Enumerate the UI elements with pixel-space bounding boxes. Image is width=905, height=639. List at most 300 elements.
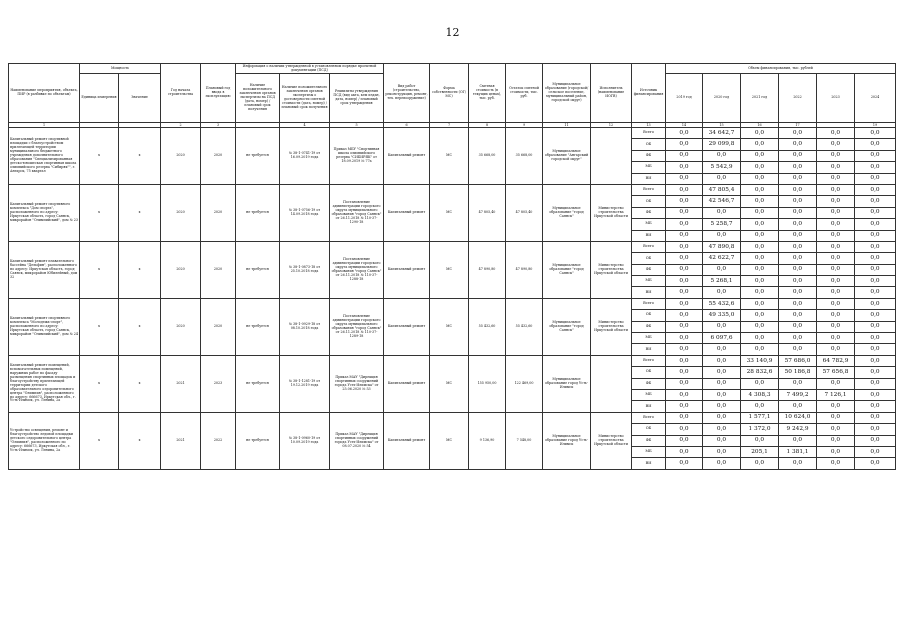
column-index-cell: 17 — [779, 123, 817, 128]
executor: Министерство строительства Иркутской области — [591, 412, 632, 469]
table-row — [9, 184, 896, 195]
funding-value: 34 642,7 — [703, 128, 741, 139]
funding-value: 0,0 — [703, 367, 741, 378]
funding-value: 0,0 — [779, 150, 817, 161]
column-index-cell: 1 — [9, 123, 80, 128]
source-label: МБ — [632, 333, 666, 344]
funding-value: 0,0 — [855, 184, 896, 195]
expertise: не требуется — [236, 298, 280, 355]
table-row — [9, 355, 896, 366]
work-type: Капитальный ремонт — [384, 298, 430, 355]
reliability: № 38-1-0960-19 от 10.09.2019 года — [280, 412, 330, 469]
executor — [591, 355, 632, 412]
funding-value: 0,0 — [817, 139, 855, 150]
table-row — [9, 128, 896, 139]
remaining: 55 432,60 — [506, 298, 543, 355]
funding-value: 0,0 — [855, 310, 896, 321]
funding-value: 0,0 — [817, 310, 855, 321]
column-index-cell: 11 — [543, 123, 591, 128]
funding-value: 0,0 — [817, 446, 855, 457]
funding-value: 0,0 — [666, 401, 703, 412]
funding-value: 1 577,1 — [741, 412, 779, 423]
funding-value: 0,0 — [855, 162, 896, 173]
funding-value: 0,0 — [666, 264, 703, 275]
funding-value: 0,0 — [855, 219, 896, 230]
source-label: МБ — [632, 446, 666, 457]
header-reliability: Наличие положительного заключения органов экспертизы о достоверности сметной стоимости (дата, номер) / плановый срок получения — [280, 74, 330, 123]
funding-value: 0,0 — [741, 162, 779, 173]
header-sources: Источник финансирования — [632, 64, 666, 123]
column-index-cell: 4 — [280, 123, 330, 128]
funding-value: 0,0 — [779, 310, 817, 321]
header-year: 2024 — [855, 74, 896, 123]
funding-value: 0,0 — [703, 264, 741, 275]
build-year: 2021 — [161, 412, 201, 469]
funding-value: 5 542,9 — [703, 162, 741, 173]
build-year: 2020 — [161, 128, 201, 185]
funding-value: 0,0 — [855, 196, 896, 207]
funding-value: 42 546,7 — [703, 196, 741, 207]
funding-value: 0,0 — [855, 207, 896, 218]
funding-value: 0,0 — [779, 162, 817, 173]
funding-value: 50 186,8 — [779, 367, 817, 378]
funding-value: 0,0 — [817, 150, 855, 161]
source-label: Всего — [632, 241, 666, 252]
funding-value: 0,0 — [817, 321, 855, 332]
funding-value: 0,0 — [855, 321, 896, 332]
funding-value: 10 624,0 — [779, 412, 817, 423]
funding-value: 49 335,0 — [703, 310, 741, 321]
funding-value: 0,0 — [666, 173, 703, 184]
funding-value: 0,0 — [666, 458, 703, 469]
source-label: МБ — [632, 162, 666, 173]
funding-value: 0,0 — [741, 378, 779, 389]
column-index-cell: 19 — [855, 123, 896, 128]
funding-value: 0,0 — [855, 139, 896, 150]
funding-value: 205,1 — [741, 446, 779, 457]
funding-value: 0,0 — [666, 287, 703, 298]
funding-value: 0,0 — [703, 173, 741, 184]
funding-value: 0,0 — [666, 196, 703, 207]
source-label: ОБ — [632, 310, 666, 321]
capacity-unit: x — [80, 355, 119, 412]
funding-value: 47 805,4 — [703, 184, 741, 195]
funding-value: 0,0 — [703, 344, 741, 355]
capacity-value: x — [119, 241, 161, 298]
funding-value: 0,0 — [741, 184, 779, 195]
source-label: Всего — [632, 412, 666, 423]
funding-value: 0,0 — [817, 230, 855, 241]
funding-value: 0,0 — [779, 264, 817, 275]
header-municipality: Муниципальное образование (городской/сельское поселение, муниципальный район, городской округ) — [543, 64, 591, 123]
source-label: Всего — [632, 355, 666, 366]
funding-value: 57 686,0 — [779, 355, 817, 366]
header-year: 2020 год — [703, 74, 741, 123]
funding-value: 0,0 — [741, 241, 779, 252]
funding-value: 0,0 — [855, 401, 896, 412]
source-label: ВИ — [632, 458, 666, 469]
funding-value: 0,0 — [741, 219, 779, 230]
funding-value: 0,0 — [666, 253, 703, 264]
source-label: МБ — [632, 276, 666, 287]
funding-value: 0,0 — [741, 230, 779, 241]
funding-value: 0,0 — [703, 287, 741, 298]
table-row — [9, 241, 896, 252]
source-label: ОБ — [632, 424, 666, 435]
plan-year: 2020 — [201, 184, 236, 241]
funding-value: 0,0 — [741, 207, 779, 218]
table-row — [9, 412, 896, 423]
ownership: МС — [430, 355, 469, 412]
funding-value: 0,0 — [779, 184, 817, 195]
funding-table — [8, 63, 896, 470]
estimate: 47 805,40 — [469, 184, 506, 241]
funding-value: 0,0 — [779, 401, 817, 412]
build-year: 2020 — [161, 298, 201, 355]
source-label: МБ — [632, 219, 666, 230]
header-year: 2023 — [817, 74, 855, 123]
object-name: Капитальный ремонт помещений, вспомогательных помещений, наружных работ по фасаду размещения спортивных площадок и благоустройству прилегающей территории детского образовательного оздоровительного центра "Олимпия", расположенного по адресу: 666673, Иркутская обл., г. Усть-Илимск, ул. Ленина, 2а — [9, 355, 80, 412]
funding-value: 0,0 — [855, 230, 896, 241]
plan-year: 2020 — [201, 241, 236, 298]
expertise: не требуется — [236, 412, 280, 469]
header-estimate: Сметная стоимость (в текущих ценах), тыс. руб. — [469, 64, 506, 123]
funding-value: 0,0 — [855, 264, 896, 275]
work-type: Капитальный ремонт — [384, 128, 430, 185]
funding-value: 47 890,8 — [703, 241, 741, 252]
funding-value: 6 097,6 — [703, 333, 741, 344]
funding-value: 0,0 — [666, 310, 703, 321]
reliability: № 38-1-1281-19 от 19.12.2019 года — [280, 355, 330, 412]
funding-value: 0,0 — [666, 367, 703, 378]
remaining: 47 890,80 — [506, 241, 543, 298]
approval: Постановление администрации городского округа муниципального образования "город Саянск" от 26.11.2018 № 110-37-1288-18 — [330, 241, 384, 298]
funding-value: 0,0 — [817, 344, 855, 355]
column-index-cell: 6 — [384, 123, 430, 128]
funding-value: 0,0 — [666, 128, 703, 139]
funding-value: 0,0 — [779, 253, 817, 264]
funding-value: 9 242,9 — [779, 424, 817, 435]
capacity-value: x — [119, 128, 161, 185]
funding-value: 0,0 — [666, 139, 703, 150]
funding-value: 0,0 — [703, 150, 741, 161]
funding-value: 0,0 — [779, 344, 817, 355]
object-name: Капитальный ремонт спортивного комплекса "Дом спорта", расположенного по адресу: Иркутская область, город Саянск, микрорайон "Олимпийский", дом № 23 — [9, 184, 80, 241]
estimate: 9 136,90 — [469, 412, 506, 469]
column-index-cell: 9 — [506, 123, 543, 128]
capacity-value: x — [119, 298, 161, 355]
funding-value: 0,0 — [741, 344, 779, 355]
expertise: не требуется — [236, 241, 280, 298]
funding-value: 0,0 — [741, 264, 779, 275]
work-type: Капитальный ремонт — [384, 355, 430, 412]
funding-value: 0,0 — [817, 298, 855, 309]
funding-value: 0,0 — [779, 241, 817, 252]
funding-value: 0,0 — [741, 333, 779, 344]
funding-value: 0,0 — [779, 276, 817, 287]
capacity-value: x — [119, 355, 161, 412]
funding-value: 0,0 — [855, 150, 896, 161]
header-remaining: Остаток сметной стоимости, тыс. руб. — [506, 64, 543, 123]
funding-value: 0,0 — [666, 378, 703, 389]
funding-value: 0,0 — [666, 162, 703, 173]
reliability: № 38-1-0929-18 от 08.10.2018 года — [280, 298, 330, 355]
funding-value: 0,0 — [817, 264, 855, 275]
funding-value: 0,0 — [666, 446, 703, 457]
header-expertise: Наличие положительного заключения органов экспертизы на ПСД (дата, номер) / плановый срок получения — [236, 74, 280, 123]
funding-value: 0,0 — [855, 287, 896, 298]
funding-value: 0,0 — [817, 184, 855, 195]
funding-value: 0,0 — [741, 401, 779, 412]
municipality: Муниципальное образование "город Саянск" — [543, 241, 591, 298]
funding-value: 0,0 — [666, 298, 703, 309]
column-index-cell: 3 — [201, 123, 236, 128]
object-name: Капитальный ремонт спортивного комплекса "Молодежь-спорт", расположенного по адресу: Иркутская область, город Саянск, микрорайон "Олимпийский", дом № 24 — [9, 298, 80, 355]
funding-value: 0,0 — [666, 241, 703, 252]
work-type: Капитальный ремонт — [384, 412, 430, 469]
funding-value: 0,0 — [855, 298, 896, 309]
funding-value: 0,0 — [741, 150, 779, 161]
source-label: ФБ — [632, 264, 666, 275]
work-type: Капитальный ремонт — [384, 241, 430, 298]
funding-value: 5 268,1 — [703, 276, 741, 287]
reliability: № 38-1-0873-18 от 25.10.2018 года — [280, 241, 330, 298]
funding-value: 0,0 — [817, 287, 855, 298]
plan-year: 2023 — [201, 355, 236, 412]
source-label: ОБ — [632, 139, 666, 150]
funding-value: 0,0 — [817, 401, 855, 412]
funding-value: 0,0 — [855, 333, 896, 344]
object-name: Капитальный ремонт спортивной площадки с благоустройством прилегающей территории муниципального бюджетного учреждения дополнительного образования "Специализированная детско-юношеская спортивная школа олимпийского резерва "Сибиряк"", г. Ангарск, 75 квартал — [9, 128, 80, 185]
funding-value: 0,0 — [817, 412, 855, 423]
header-capacity-value: Значение — [119, 74, 161, 123]
funding-value: 0,0 — [741, 287, 779, 298]
municipality: Муниципальное образование "город Саянск" — [543, 298, 591, 355]
source-label: ВИ — [632, 230, 666, 241]
capacity-unit: x — [80, 298, 119, 355]
funding-value: 0,0 — [855, 458, 896, 469]
remaining: 122 469,00 — [506, 355, 543, 412]
funding-value: 0,0 — [666, 389, 703, 400]
header-name: Наименование мероприятия, объекта, ПИР (в разбивке по объектам) — [9, 64, 80, 123]
funding-value: 0,0 — [703, 446, 741, 457]
funding-value: 0,0 — [855, 446, 896, 457]
funding-value: 0,0 — [779, 287, 817, 298]
funding-value: 0,0 — [817, 219, 855, 230]
funding-value: 0,0 — [741, 321, 779, 332]
funding-value: 0,0 — [666, 184, 703, 195]
funding-value: 0,0 — [855, 389, 896, 400]
funding-value: 0,0 — [779, 139, 817, 150]
funding-value: 7 126,1 — [817, 389, 855, 400]
funding-value: 0,0 — [779, 173, 817, 184]
funding-value: 7 499,2 — [779, 389, 817, 400]
funding-value: 42 622,7 — [703, 253, 741, 264]
municipality: Муниципальное образование "город Саянск" — [543, 184, 591, 241]
funding-value: 0,0 — [666, 424, 703, 435]
funding-value: 0,0 — [855, 355, 896, 366]
column-index-cell: 5 — [330, 123, 384, 128]
capacity-unit: x — [80, 184, 119, 241]
source-label: ОБ — [632, 196, 666, 207]
funding-value: 0,0 — [666, 412, 703, 423]
funding-value: 0,0 — [855, 128, 896, 139]
funding-value: 1 381,1 — [779, 446, 817, 457]
approval: Приказ МАУ "Дирекция спортивных сооружений города Усть-Илимска" от 08.07.2020 № 54 — [330, 412, 384, 469]
funding-value: 0,0 — [779, 435, 817, 446]
build-year: 2020 — [161, 241, 201, 298]
source-label: Всего — [632, 298, 666, 309]
funding-value: 0,0 — [817, 458, 855, 469]
remaining: 47 805,40 — [506, 184, 543, 241]
expertise: не требуется — [236, 184, 280, 241]
funding-value: 0,0 — [779, 207, 817, 218]
estimate: 55 432,60 — [469, 298, 506, 355]
funding-value: 0,0 — [817, 196, 855, 207]
funding-value: 0,0 — [741, 276, 779, 287]
executor: Министерство строительства Иркутской области — [591, 184, 632, 241]
funding-value: 0,0 — [741, 298, 779, 309]
source-label: Всего — [632, 184, 666, 195]
remaining: 7 548,00 — [506, 412, 543, 469]
column-index-cell: 15 — [703, 123, 741, 128]
funding-value: 0,0 — [779, 128, 817, 139]
funding-value: 0,0 — [703, 401, 741, 412]
funding-value: 0,0 — [703, 321, 741, 332]
work-type: Капитальный ремонт — [384, 184, 430, 241]
source-label: МБ — [632, 389, 666, 400]
header-capacity-unit: Единица измерения — [80, 74, 119, 123]
funding-value: 0,0 — [703, 355, 741, 366]
funding-value: 1 372,0 — [741, 424, 779, 435]
plan-year: 2020 — [201, 298, 236, 355]
header-plan-year: Плановый год ввода в эксплуатацию — [201, 64, 236, 123]
funding-value: 0,0 — [855, 378, 896, 389]
column-index-cell: 16 — [741, 123, 779, 128]
header-psd-info: Информация о наличии утвержденной в установленном порядке проектной документации (ПСД) — [236, 64, 384, 74]
estimate: 155 950,00 — [469, 355, 506, 412]
plan-year: 2022 — [201, 412, 236, 469]
header-work-type: Вид работ (строительство, реконструкция, ремонт, тех. перевооружение) — [384, 64, 430, 123]
funding-value: 0,0 — [666, 355, 703, 366]
funding-value: 64 782,9 — [817, 355, 855, 366]
funding-value: 57 656,8 — [817, 367, 855, 378]
header-funding-volume: Объем финансирования, тыс. рублей — [666, 64, 896, 74]
funding-value: 0,0 — [703, 230, 741, 241]
funding-value: 0,0 — [817, 207, 855, 218]
funding-value: 5 258,7 — [703, 219, 741, 230]
source-label: ОБ — [632, 367, 666, 378]
ownership: МС — [430, 184, 469, 241]
column-index-cell: 14 — [666, 123, 703, 128]
funding-value: 0,0 — [817, 378, 855, 389]
header-approval: Реквизиты утверждения ПСД (вид акта, кем издан, дата, номер) / плановый срок утверждения — [330, 74, 384, 123]
funding-value: 0,0 — [741, 173, 779, 184]
approval: Приказ МАУ "Дирекция спортивных сооружений города Усть-Илимска" от 25.06.2020 № 53 — [330, 355, 384, 412]
municipality: Муниципальное образование город Усть-Илимск — [543, 355, 591, 412]
source-label: ФБ — [632, 321, 666, 332]
funding-value: 0,0 — [666, 435, 703, 446]
funding-value: 0,0 — [855, 241, 896, 252]
funding-value: 0,0 — [741, 253, 779, 264]
header-year: 2022 — [779, 74, 817, 123]
executor: Министерство строительства Иркутской области — [591, 241, 632, 298]
page-number: 12 — [445, 26, 460, 39]
funding-value: 0,0 — [855, 412, 896, 423]
funding-value: 0,0 — [779, 458, 817, 469]
approval: Постановление администрации городского округа муниципального образования "город Саянск" от 26.11.2018 № 110-37-1290-18 — [330, 184, 384, 241]
funding-value: 0,0 — [741, 435, 779, 446]
column-index-cell: 12 — [591, 123, 632, 128]
estimate: 35 668,00 — [469, 128, 506, 185]
column-index-cell: 13 — [632, 123, 666, 128]
funding-value: 0,0 — [855, 173, 896, 184]
funding-value: 0,0 — [741, 139, 779, 150]
source-label: Всего — [632, 128, 666, 139]
funding-value: 0,0 — [741, 128, 779, 139]
funding-value: 0,0 — [817, 333, 855, 344]
source-label: ВИ — [632, 287, 666, 298]
funding-value: 0,0 — [817, 424, 855, 435]
reliability: № 38-1-0741-19 от 16.09.2019 года — [280, 128, 330, 185]
funding-value: 0,0 — [855, 344, 896, 355]
header-ownership: Форма собственности (ОГ/ МС) — [430, 64, 469, 123]
funding-value: 0,0 — [741, 196, 779, 207]
funding-value: 0,0 — [666, 344, 703, 355]
funding-value: 0,0 — [855, 435, 896, 446]
expertise: не требуется — [236, 355, 280, 412]
funding-value: 28 832,6 — [741, 367, 779, 378]
remaining: 35 668,00 — [506, 128, 543, 185]
funding-value: 0,0 — [855, 276, 896, 287]
executor — [591, 128, 632, 185]
source-label: ОБ — [632, 253, 666, 264]
funding-value: 0,0 — [817, 435, 855, 446]
source-label: ФБ — [632, 378, 666, 389]
funding-value: 0,0 — [817, 128, 855, 139]
source-label: ФБ — [632, 207, 666, 218]
funding-value: 0,0 — [779, 378, 817, 389]
funding-value: 0,0 — [666, 276, 703, 287]
funding-value: 0,0 — [779, 321, 817, 332]
capacity-value: x — [119, 412, 161, 469]
source-label: ВИ — [632, 173, 666, 184]
funding-value: 0,0 — [817, 276, 855, 287]
municipality: Муниципальное образование город Усть-Илимск — [543, 412, 591, 469]
ownership: МС — [430, 128, 469, 185]
approval: Приказ МБУ "Спортивная школа олимпийского резерва "СИБИРЯК" от 18.09.2019 № 77а — [330, 128, 384, 185]
object-name: Устройство освещения, ремонт и благоустройство ледовой площадки детского оздоровительного центра "Олимпия", расположенного по адресу: 666673, Иркутская обл., г. Усть-Илимск, ул. Ленина, 2а — [9, 412, 80, 469]
source-label: ВИ — [632, 344, 666, 355]
object-name: Капитальный ремонт плавательного бассейна "Дельфин", расположенного по адресу: Иркутская область, город Саянск, микрорайон Юбилейный, дом 32 — [9, 241, 80, 298]
column-index-cell: 2 — [161, 123, 201, 128]
table-row — [9, 298, 896, 309]
reliability: № 38-1-0756-19 от 14.09.2018 года — [280, 184, 330, 241]
header-executor: Исполнитель (наименование ИОГВ) — [591, 64, 632, 123]
funding-value: 0,0 — [741, 458, 779, 469]
funding-value: 0,0 — [703, 458, 741, 469]
ownership: МС — [430, 412, 469, 469]
header-year: 2019 год — [666, 74, 703, 123]
build-year: 2021 — [161, 355, 201, 412]
source-label: ВИ — [632, 401, 666, 412]
funding-value: 0,0 — [817, 253, 855, 264]
funding-value: 0,0 — [703, 435, 741, 446]
funding-value: 0,0 — [855, 253, 896, 264]
funding-value: 0,0 — [817, 162, 855, 173]
funding-value: 0,0 — [666, 207, 703, 218]
executor: Министерство строительства Иркутской области — [591, 298, 632, 355]
